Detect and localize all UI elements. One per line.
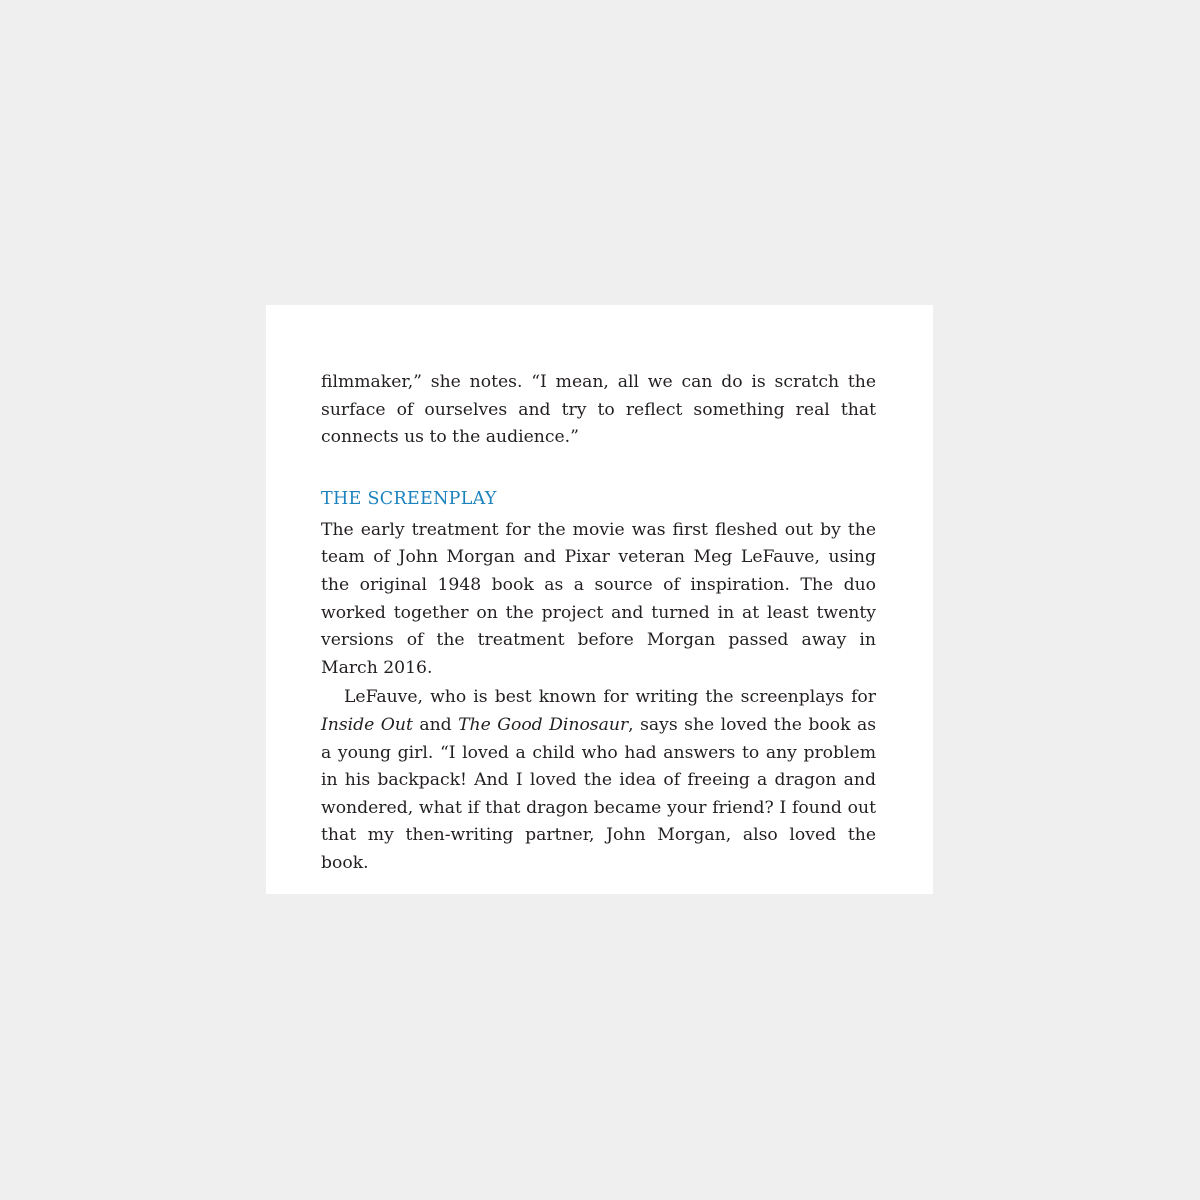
paragraph-lefauve (321, 684, 876, 877)
paragraph-lefauve-joiner: and (412, 714, 459, 735)
paragraph-early-treatment: The early treatment for the movie was first fleshed out by the team of John Morgan and Pixar veteran Meg LeFauve, using the original 1948 book as a source of inspiration. The duo worked together on the project and turned in at least twenty versions of the treatment before Morgan passed away in March 2016. (321, 519, 876, 678)
film-title-inside-out: Inside Out (321, 714, 413, 735)
section-heading: THE SCREENPLAY (321, 488, 497, 509)
paragraph-lefauve-intro: LeFauve, who is best known for writing the screenplays for (344, 687, 876, 708)
film-title-good-dinosaur: The Good Dinosaur (458, 714, 629, 735)
paragraph-lefauve-rest: , says she loved the book as a young girl. “I loved a child who had answers to any problem in his backpack! And I loved the idea of freeing a dragon and wondered, what if that dragon became your friend? I found out that my then-writing partner, John Morgan, also loved the book. (321, 714, 877, 873)
paragraph-quote-ending: filmmaker,” she notes. “I mean, all we can do is scratch the surface of ourselves and try to reflect something real that connects us to the audience.” (321, 372, 876, 448)
book-page (266, 305, 933, 894)
